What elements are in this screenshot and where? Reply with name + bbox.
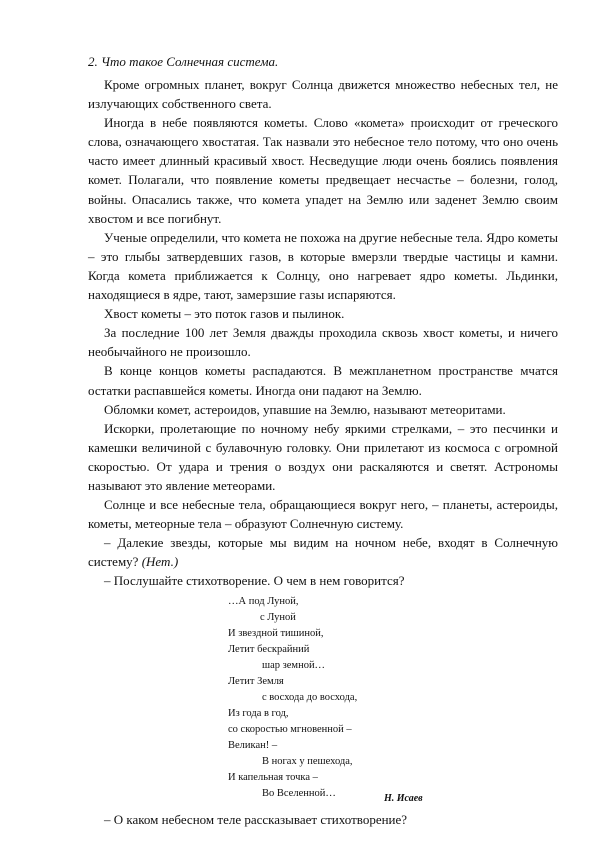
poem-line: с восхода до восхода, xyxy=(262,691,358,703)
question-stars-answer: (Нет.) xyxy=(141,554,179,570)
question-listen: – Послушайте стихотворение. О чем в нем говорится? xyxy=(104,573,405,589)
paragraph-5: За последние 100 лет Земля дважды проходила сквозь хвост кометы, и ничего необычайного не произошло. xyxy=(88,325,558,360)
paragraph-9: Солнце и все небесные тела, обращающиеся вокруг него, – планеты, астероиды, кометы, метеорные тела – образуют Солнечную систему. xyxy=(88,497,558,532)
paragraph-8: Искорки, пролетающие по ночному небу яркими стрелками, – это песчинки и камешки величиной с булавочную головку. Они прилетают из космоса с огромной скоростью. От удара и трения о воздух они раскаляются и светят. Астрономы называют это явление метеорами. xyxy=(88,420,558,493)
paragraph-1: Кроме огромных планет, вокруг Солнца движется множество небесных тел, не излучающих собственного света. xyxy=(88,77,558,112)
section-heading: 2. Что такое Солнечная система. xyxy=(88,54,279,69)
paragraph-4: Хвост кометы – это поток газов и пылинок. xyxy=(104,306,345,322)
question-stars xyxy=(88,533,558,571)
poem-line: В ногах у пешехода, xyxy=(262,755,353,767)
poem-line: Великан! – xyxy=(228,739,278,751)
document-page xyxy=(88,54,558,829)
poem-line: шар земной… xyxy=(262,659,326,671)
poem-line: Летит Земля xyxy=(228,675,284,687)
poem-line: Летит бескрайний xyxy=(228,643,310,655)
poem-line: И звездной тишиной, xyxy=(228,627,324,639)
poem-line: Из года в год, xyxy=(228,707,289,719)
poem-line: …А под Луной, xyxy=(228,595,299,607)
poem-line: со скоростью мгновенной – xyxy=(228,723,352,735)
question-celestial-body: – О каком небесном теле рассказывает стихотворение? xyxy=(104,811,408,827)
poem-line: Во Вселенной… xyxy=(262,787,336,799)
question-stars-text: – Далекие звезды, которые мы видим на ночном небе, входят в Солнечную систему? xyxy=(88,535,558,570)
poem-line: с Луной xyxy=(260,611,296,623)
paragraph-3: Ученые определили, что комета не похожа на другие небесные тела. Ядро кометы – это глыбы затвердевших газов, в которые вмерзли твердые частицы и камни. Когда комета приближается к Солнцу, оно нагревает ядро кометы. Льдинки, находящиеся в ядре, тают, замерзшие газы испаряются. xyxy=(88,229,558,303)
paragraph-7: Обломки комет, астероидов, упавшие на Землю, называют метеоритами. xyxy=(104,401,506,417)
poem-line: И капельная точка – xyxy=(228,771,318,783)
paragraph-6: В конце концов кометы распадаются. В межпланетном пространстве мчатся остатки распавшейся кометы. Иногда они падают на Землю. xyxy=(88,363,558,398)
paragraph-2: Иногда в небе появляются кометы. Слово «комета» происходит от греческого слова, означающего хвостатая. Так назвали это небесное тело потому, что оно очень часто имеет длинный красивый хвост. Несведущие люди очень боялись появления комет. Полагали, что появление кометы предвещает несчастье – болезни, голод, войны. Опасались также, что комета упадет на Землю или заденет Землю своим хвостом и все погибнут. xyxy=(88,115,558,226)
poem-author: Н. Исаев xyxy=(384,792,423,804)
